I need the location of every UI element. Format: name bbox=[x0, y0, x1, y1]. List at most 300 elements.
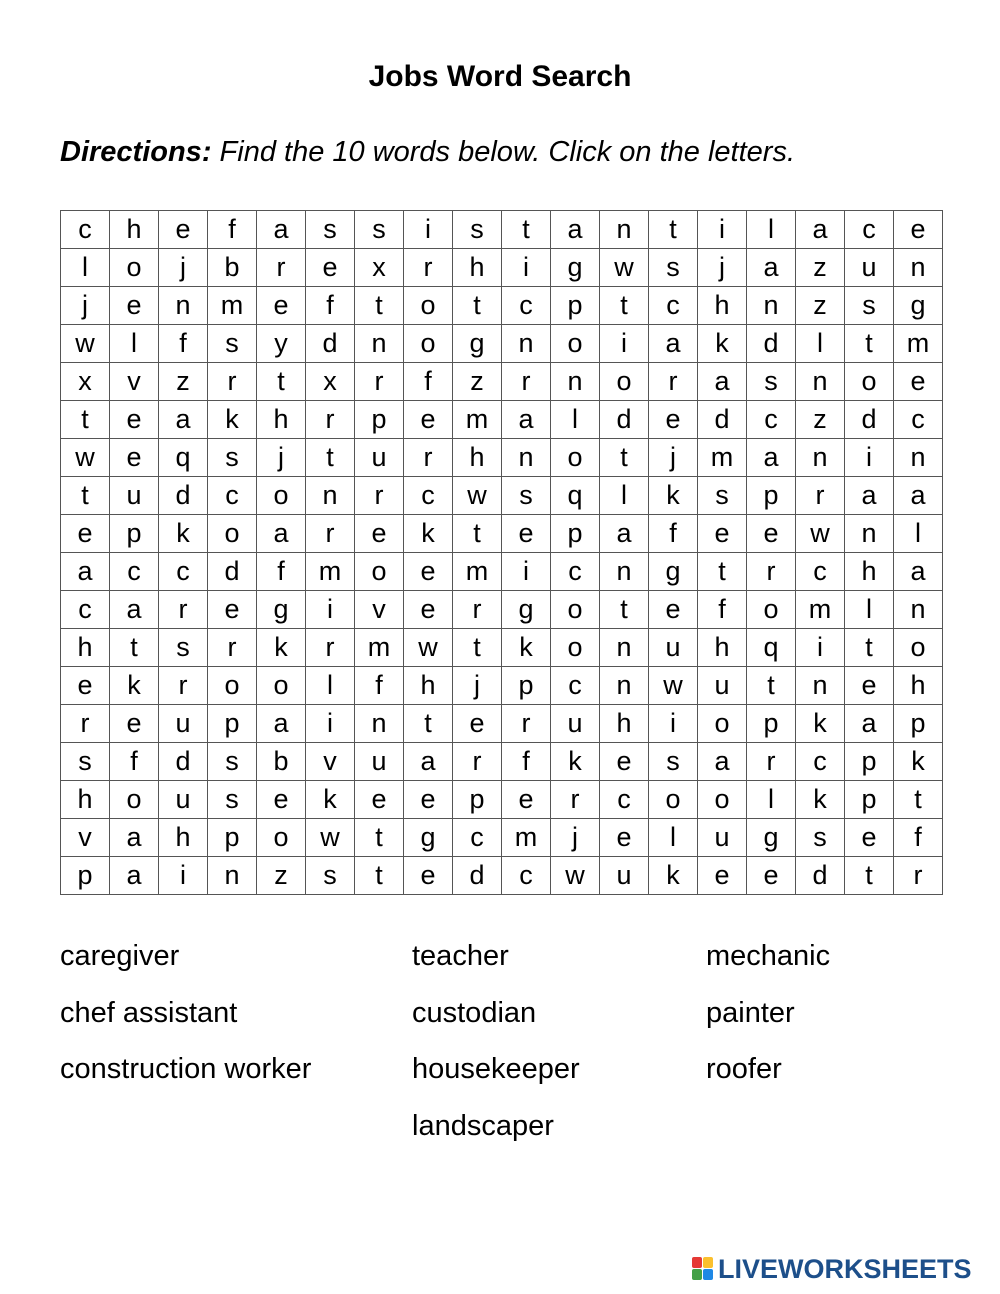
letter-cell[interactable]: u bbox=[159, 781, 208, 819]
letter-cell[interactable]: x bbox=[306, 363, 355, 401]
letter-cell[interactable]: k bbox=[894, 743, 943, 781]
letter-cell[interactable]: a bbox=[796, 211, 845, 249]
letter-cell[interactable]: z bbox=[159, 363, 208, 401]
letter-cell[interactable]: k bbox=[796, 705, 845, 743]
letter-cell[interactable]: s bbox=[796, 819, 845, 857]
letter-cell[interactable]: r bbox=[159, 667, 208, 705]
letter-cell[interactable]: t bbox=[845, 325, 894, 363]
letter-cell[interactable]: p bbox=[747, 705, 796, 743]
letter-cell[interactable]: e bbox=[747, 515, 796, 553]
letter-cell[interactable]: r bbox=[894, 857, 943, 895]
letter-cell[interactable]: v bbox=[355, 591, 404, 629]
letter-cell[interactable]: s bbox=[453, 211, 502, 249]
letter-cell[interactable]: j bbox=[551, 819, 600, 857]
letter-cell[interactable]: a bbox=[845, 477, 894, 515]
letter-cell[interactable]: r bbox=[796, 477, 845, 515]
letter-cell[interactable]: t bbox=[453, 629, 502, 667]
letter-cell[interactable]: p bbox=[845, 781, 894, 819]
letter-cell[interactable]: n bbox=[600, 667, 649, 705]
letter-cell[interactable]: f bbox=[159, 325, 208, 363]
letter-cell[interactable]: m bbox=[796, 591, 845, 629]
letter-cell[interactable]: r bbox=[306, 401, 355, 439]
letter-cell[interactable]: p bbox=[845, 743, 894, 781]
letter-cell[interactable]: g bbox=[747, 819, 796, 857]
letter-cell[interactable]: o bbox=[894, 629, 943, 667]
letter-cell[interactable]: e bbox=[355, 781, 404, 819]
letter-cell[interactable]: s bbox=[649, 743, 698, 781]
letter-cell[interactable]: r bbox=[551, 781, 600, 819]
letter-cell[interactable]: o bbox=[698, 781, 747, 819]
letter-cell[interactable]: s bbox=[208, 325, 257, 363]
letter-cell[interactable]: q bbox=[159, 439, 208, 477]
letter-cell[interactable]: n bbox=[600, 211, 649, 249]
letter-cell[interactable]: s bbox=[845, 287, 894, 325]
letter-cell[interactable]: n bbox=[747, 287, 796, 325]
letter-cell[interactable]: e bbox=[110, 705, 159, 743]
letter-cell[interactable]: h bbox=[894, 667, 943, 705]
letter-cell[interactable]: k bbox=[649, 477, 698, 515]
letter-cell[interactable]: z bbox=[796, 401, 845, 439]
letter-cell[interactable]: w bbox=[649, 667, 698, 705]
letter-cell[interactable]: t bbox=[110, 629, 159, 667]
letter-cell[interactable]: s bbox=[306, 857, 355, 895]
letter-cell[interactable]: s bbox=[747, 363, 796, 401]
letter-cell[interactable]: o bbox=[600, 363, 649, 401]
letter-cell[interactable]: i bbox=[796, 629, 845, 667]
letter-cell[interactable]: u bbox=[600, 857, 649, 895]
letter-cell[interactable]: k bbox=[208, 401, 257, 439]
letter-cell[interactable]: t bbox=[453, 515, 502, 553]
letter-cell[interactable]: h bbox=[61, 781, 110, 819]
letter-cell[interactable]: r bbox=[159, 591, 208, 629]
letter-cell[interactable]: p bbox=[208, 705, 257, 743]
letter-cell[interactable]: d bbox=[159, 743, 208, 781]
letter-cell[interactable]: e bbox=[404, 401, 453, 439]
letter-cell[interactable]: t bbox=[404, 705, 453, 743]
letter-cell[interactable]: c bbox=[502, 287, 551, 325]
letter-cell[interactable]: p bbox=[551, 515, 600, 553]
letter-cell[interactable]: c bbox=[551, 667, 600, 705]
letter-cell[interactable]: m bbox=[306, 553, 355, 591]
letter-cell[interactable]: o bbox=[649, 781, 698, 819]
letter-cell[interactable]: j bbox=[61, 287, 110, 325]
letter-cell[interactable]: w bbox=[61, 439, 110, 477]
letter-cell[interactable]: k bbox=[110, 667, 159, 705]
letter-cell[interactable]: l bbox=[845, 591, 894, 629]
letter-cell[interactable]: h bbox=[453, 249, 502, 287]
letter-cell[interactable]: t bbox=[257, 363, 306, 401]
letter-cell[interactable]: c bbox=[159, 553, 208, 591]
letter-cell[interactable]: a bbox=[845, 705, 894, 743]
letter-cell[interactable]: s bbox=[698, 477, 747, 515]
letter-cell[interactable]: i bbox=[404, 211, 453, 249]
letter-cell[interactable]: o bbox=[551, 439, 600, 477]
letter-cell[interactable]: c bbox=[796, 743, 845, 781]
letter-cell[interactable]: n bbox=[355, 705, 404, 743]
letter-cell[interactable]: o bbox=[551, 325, 600, 363]
letter-cell[interactable]: u bbox=[649, 629, 698, 667]
letter-cell[interactable]: r bbox=[306, 629, 355, 667]
letter-cell[interactable]: w bbox=[600, 249, 649, 287]
letter-cell[interactable]: f bbox=[649, 515, 698, 553]
letter-cell[interactable]: h bbox=[845, 553, 894, 591]
letter-cell[interactable]: z bbox=[796, 249, 845, 287]
letter-cell[interactable]: r bbox=[453, 743, 502, 781]
letter-cell[interactable]: l bbox=[747, 781, 796, 819]
letter-cell[interactable]: e bbox=[845, 667, 894, 705]
letter-cell[interactable]: m bbox=[502, 819, 551, 857]
letter-cell[interactable]: i bbox=[502, 553, 551, 591]
letter-cell[interactable]: n bbox=[845, 515, 894, 553]
letter-cell[interactable]: n bbox=[894, 591, 943, 629]
letter-cell[interactable]: r bbox=[649, 363, 698, 401]
letter-cell[interactable]: a bbox=[747, 249, 796, 287]
letter-cell[interactable]: e bbox=[61, 667, 110, 705]
letter-cell[interactable]: o bbox=[257, 667, 306, 705]
letter-cell[interactable]: u bbox=[159, 705, 208, 743]
letter-cell[interactable]: c bbox=[61, 591, 110, 629]
letter-cell[interactable]: a bbox=[698, 743, 747, 781]
letter-cell[interactable]: h bbox=[61, 629, 110, 667]
letter-cell[interactable]: n bbox=[600, 629, 649, 667]
letter-cell[interactable]: c bbox=[208, 477, 257, 515]
letter-cell[interactable]: l bbox=[747, 211, 796, 249]
letter-cell[interactable]: h bbox=[404, 667, 453, 705]
letter-cell[interactable]: c bbox=[404, 477, 453, 515]
letter-cell[interactable]: e bbox=[404, 781, 453, 819]
letter-cell[interactable]: n bbox=[796, 667, 845, 705]
letter-cell[interactable]: e bbox=[698, 857, 747, 895]
letter-cell[interactable]: e bbox=[257, 781, 306, 819]
letter-cell[interactable]: a bbox=[894, 553, 943, 591]
letter-cell[interactable]: a bbox=[257, 211, 306, 249]
letter-cell[interactable]: k bbox=[502, 629, 551, 667]
letter-cell[interactable]: g bbox=[894, 287, 943, 325]
letter-cell[interactable]: u bbox=[698, 819, 747, 857]
letter-cell[interactable]: o bbox=[257, 819, 306, 857]
letter-cell[interactable]: o bbox=[208, 515, 257, 553]
letter-cell[interactable]: t bbox=[894, 781, 943, 819]
letter-cell[interactable]: m bbox=[894, 325, 943, 363]
letter-cell[interactable]: o bbox=[355, 553, 404, 591]
letter-cell[interactable]: s bbox=[306, 211, 355, 249]
letter-cell[interactable]: n bbox=[894, 439, 943, 477]
letter-cell[interactable]: e bbox=[110, 439, 159, 477]
letter-cell[interactable]: o bbox=[698, 705, 747, 743]
letter-cell[interactable]: n bbox=[159, 287, 208, 325]
letter-cell[interactable]: r bbox=[61, 705, 110, 743]
letter-cell[interactable]: u bbox=[551, 705, 600, 743]
letter-cell[interactable]: o bbox=[551, 629, 600, 667]
letter-cell[interactable]: h bbox=[257, 401, 306, 439]
letter-cell[interactable]: d bbox=[600, 401, 649, 439]
letter-cell[interactable]: t bbox=[698, 553, 747, 591]
letter-cell[interactable]: f bbox=[355, 667, 404, 705]
letter-cell[interactable]: e bbox=[159, 211, 208, 249]
letter-cell[interactable]: n bbox=[796, 439, 845, 477]
letter-cell[interactable]: l bbox=[649, 819, 698, 857]
letter-cell[interactable]: z bbox=[257, 857, 306, 895]
letter-cell[interactable]: n bbox=[355, 325, 404, 363]
letter-cell[interactable]: f bbox=[208, 211, 257, 249]
letter-cell[interactable]: c bbox=[845, 211, 894, 249]
letter-cell[interactable]: e bbox=[502, 781, 551, 819]
letter-cell[interactable]: a bbox=[747, 439, 796, 477]
letter-cell[interactable]: p bbox=[551, 287, 600, 325]
letter-cell[interactable]: a bbox=[600, 515, 649, 553]
letter-cell[interactable]: r bbox=[404, 439, 453, 477]
letter-cell[interactable]: x bbox=[61, 363, 110, 401]
letter-cell[interactable]: r bbox=[355, 363, 404, 401]
letter-cell[interactable]: d bbox=[698, 401, 747, 439]
letter-cell[interactable]: t bbox=[845, 629, 894, 667]
letter-cell[interactable]: c bbox=[61, 211, 110, 249]
letter-cell[interactable]: i bbox=[698, 211, 747, 249]
letter-cell[interactable]: r bbox=[355, 477, 404, 515]
letter-cell[interactable]: s bbox=[159, 629, 208, 667]
letter-cell[interactable]: t bbox=[600, 591, 649, 629]
letter-cell[interactable]: o bbox=[845, 363, 894, 401]
letter-cell[interactable]: d bbox=[796, 857, 845, 895]
letter-cell[interactable]: l bbox=[796, 325, 845, 363]
letter-cell[interactable]: f bbox=[894, 819, 943, 857]
letter-cell[interactable]: k bbox=[551, 743, 600, 781]
letter-cell[interactable]: r bbox=[208, 629, 257, 667]
letter-cell[interactable]: e bbox=[404, 553, 453, 591]
letter-cell[interactable]: q bbox=[747, 629, 796, 667]
letter-cell[interactable]: g bbox=[502, 591, 551, 629]
letter-cell[interactable]: i bbox=[649, 705, 698, 743]
letter-cell[interactable]: d bbox=[208, 553, 257, 591]
letter-cell[interactable]: s bbox=[502, 477, 551, 515]
letter-cell[interactable]: s bbox=[208, 781, 257, 819]
letter-cell[interactable]: a bbox=[159, 401, 208, 439]
letter-cell[interactable]: i bbox=[845, 439, 894, 477]
letter-cell[interactable]: k bbox=[698, 325, 747, 363]
letter-cell[interactable]: t bbox=[747, 667, 796, 705]
letter-cell[interactable]: p bbox=[61, 857, 110, 895]
letter-cell[interactable]: a bbox=[257, 515, 306, 553]
letter-cell[interactable]: t bbox=[600, 439, 649, 477]
letter-cell[interactable]: m bbox=[208, 287, 257, 325]
letter-cell[interactable]: e bbox=[845, 819, 894, 857]
letter-cell[interactable]: e bbox=[306, 249, 355, 287]
letter-cell[interactable]: f bbox=[306, 287, 355, 325]
letter-cell[interactable]: a bbox=[404, 743, 453, 781]
letter-cell[interactable]: w bbox=[796, 515, 845, 553]
letter-cell[interactable]: e bbox=[600, 743, 649, 781]
letter-cell[interactable]: b bbox=[208, 249, 257, 287]
letter-cell[interactable]: i bbox=[306, 705, 355, 743]
letter-cell[interactable]: c bbox=[551, 553, 600, 591]
letter-cell[interactable]: o bbox=[208, 667, 257, 705]
letter-cell[interactable]: p bbox=[747, 477, 796, 515]
letter-cell[interactable]: c bbox=[796, 553, 845, 591]
letter-cell[interactable]: e bbox=[894, 211, 943, 249]
letter-cell[interactable]: v bbox=[61, 819, 110, 857]
letter-cell[interactable]: r bbox=[453, 591, 502, 629]
letter-cell[interactable]: e bbox=[502, 515, 551, 553]
letter-cell[interactable]: d bbox=[306, 325, 355, 363]
letter-cell[interactable]: a bbox=[110, 857, 159, 895]
letter-cell[interactable]: g bbox=[257, 591, 306, 629]
letter-cell[interactable]: h bbox=[159, 819, 208, 857]
letter-cell[interactable]: e bbox=[404, 591, 453, 629]
letter-cell[interactable]: h bbox=[698, 629, 747, 667]
letter-cell[interactable]: c bbox=[453, 819, 502, 857]
letter-cell[interactable]: e bbox=[257, 287, 306, 325]
letter-cell[interactable]: o bbox=[110, 781, 159, 819]
letter-cell[interactable]: t bbox=[61, 477, 110, 515]
letter-cell[interactable]: t bbox=[845, 857, 894, 895]
letter-cell[interactable]: t bbox=[355, 819, 404, 857]
letter-cell[interactable]: l bbox=[306, 667, 355, 705]
letter-cell[interactable]: o bbox=[257, 477, 306, 515]
letter-cell[interactable]: z bbox=[796, 287, 845, 325]
letter-cell[interactable]: r bbox=[502, 705, 551, 743]
letter-cell[interactable]: l bbox=[61, 249, 110, 287]
letter-cell[interactable]: d bbox=[845, 401, 894, 439]
letter-cell[interactable]: t bbox=[355, 287, 404, 325]
letter-cell[interactable]: e bbox=[355, 515, 404, 553]
letter-cell[interactable]: n bbox=[208, 857, 257, 895]
letter-cell[interactable]: j bbox=[649, 439, 698, 477]
letter-cell[interactable]: s bbox=[61, 743, 110, 781]
letter-cell[interactable]: w bbox=[404, 629, 453, 667]
letter-cell[interactable]: n bbox=[600, 553, 649, 591]
letter-cell[interactable]: j bbox=[698, 249, 747, 287]
letter-cell[interactable]: e bbox=[747, 857, 796, 895]
letter-cell[interactable]: z bbox=[453, 363, 502, 401]
letter-cell[interactable]: k bbox=[257, 629, 306, 667]
letter-cell[interactable]: t bbox=[355, 857, 404, 895]
letter-cell[interactable]: i bbox=[159, 857, 208, 895]
letter-cell[interactable]: r bbox=[257, 249, 306, 287]
letter-cell[interactable]: j bbox=[257, 439, 306, 477]
letter-cell[interactable]: g bbox=[649, 553, 698, 591]
letter-cell[interactable]: l bbox=[110, 325, 159, 363]
letter-cell[interactable]: n bbox=[502, 325, 551, 363]
letter-cell[interactable]: v bbox=[110, 363, 159, 401]
letter-cell[interactable]: o bbox=[404, 287, 453, 325]
letter-cell[interactable]: l bbox=[600, 477, 649, 515]
letter-cell[interactable]: a bbox=[110, 591, 159, 629]
letter-cell[interactable]: e bbox=[600, 819, 649, 857]
letter-cell[interactable]: y bbox=[257, 325, 306, 363]
letter-cell[interactable]: v bbox=[306, 743, 355, 781]
letter-cell[interactable]: s bbox=[355, 211, 404, 249]
letter-cell[interactable]: a bbox=[894, 477, 943, 515]
letter-cell[interactable]: d bbox=[159, 477, 208, 515]
letter-cell[interactable]: o bbox=[404, 325, 453, 363]
letter-cell[interactable]: q bbox=[551, 477, 600, 515]
letter-cell[interactable]: p bbox=[502, 667, 551, 705]
letter-cell[interactable]: w bbox=[306, 819, 355, 857]
letter-cell[interactable]: c bbox=[110, 553, 159, 591]
letter-cell[interactable]: s bbox=[208, 439, 257, 477]
letter-cell[interactable]: p bbox=[110, 515, 159, 553]
letter-cell[interactable]: h bbox=[453, 439, 502, 477]
letter-cell[interactable]: h bbox=[600, 705, 649, 743]
letter-cell[interactable]: t bbox=[600, 287, 649, 325]
letter-cell[interactable]: k bbox=[649, 857, 698, 895]
letter-cell[interactable]: e bbox=[649, 401, 698, 439]
letter-cell[interactable]: c bbox=[894, 401, 943, 439]
letter-cell[interactable]: c bbox=[502, 857, 551, 895]
letter-cell[interactable]: j bbox=[453, 667, 502, 705]
letter-cell[interactable]: k bbox=[159, 515, 208, 553]
letter-cell[interactable]: f bbox=[502, 743, 551, 781]
letter-cell[interactable]: p bbox=[453, 781, 502, 819]
letter-cell[interactable]: i bbox=[306, 591, 355, 629]
letter-cell[interactable]: r bbox=[747, 743, 796, 781]
letter-cell[interactable]: g bbox=[453, 325, 502, 363]
letter-cell[interactable]: i bbox=[600, 325, 649, 363]
letter-cell[interactable]: f bbox=[257, 553, 306, 591]
letter-cell[interactable]: a bbox=[649, 325, 698, 363]
letter-cell[interactable]: w bbox=[61, 325, 110, 363]
letter-cell[interactable]: e bbox=[61, 515, 110, 553]
letter-cell[interactable]: e bbox=[208, 591, 257, 629]
letter-cell[interactable]: a bbox=[110, 819, 159, 857]
letter-cell[interactable]: w bbox=[453, 477, 502, 515]
letter-cell[interactable]: e bbox=[110, 401, 159, 439]
letter-cell[interactable]: k bbox=[404, 515, 453, 553]
letter-cell[interactable]: x bbox=[355, 249, 404, 287]
letter-cell[interactable]: c bbox=[747, 401, 796, 439]
letter-cell[interactable]: s bbox=[649, 249, 698, 287]
letter-cell[interactable]: j bbox=[159, 249, 208, 287]
letter-cell[interactable]: r bbox=[404, 249, 453, 287]
letter-cell[interactable]: k bbox=[306, 781, 355, 819]
letter-cell[interactable]: g bbox=[404, 819, 453, 857]
letter-cell[interactable]: m bbox=[698, 439, 747, 477]
letter-cell[interactable]: k bbox=[796, 781, 845, 819]
letter-cell[interactable]: e bbox=[453, 705, 502, 743]
letter-cell[interactable]: c bbox=[600, 781, 649, 819]
letter-cell[interactable]: a bbox=[551, 211, 600, 249]
letter-cell[interactable]: h bbox=[698, 287, 747, 325]
letter-cell[interactable]: r bbox=[747, 553, 796, 591]
letter-cell[interactable]: o bbox=[110, 249, 159, 287]
letter-cell[interactable]: n bbox=[306, 477, 355, 515]
letter-cell[interactable]: b bbox=[257, 743, 306, 781]
letter-cell[interactable]: c bbox=[649, 287, 698, 325]
letter-cell[interactable]: a bbox=[257, 705, 306, 743]
letter-cell[interactable]: e bbox=[649, 591, 698, 629]
letter-cell[interactable]: e bbox=[894, 363, 943, 401]
letter-cell[interactable]: f bbox=[404, 363, 453, 401]
letter-cell[interactable]: d bbox=[453, 857, 502, 895]
letter-cell[interactable]: w bbox=[551, 857, 600, 895]
letter-cell[interactable]: e bbox=[698, 515, 747, 553]
letter-cell[interactable]: u bbox=[110, 477, 159, 515]
letter-cell[interactable]: e bbox=[404, 857, 453, 895]
letter-cell[interactable]: t bbox=[502, 211, 551, 249]
letter-cell[interactable]: e bbox=[110, 287, 159, 325]
letter-cell[interactable]: r bbox=[502, 363, 551, 401]
letter-cell[interactable]: i bbox=[502, 249, 551, 287]
letter-cell[interactable]: n bbox=[796, 363, 845, 401]
letter-cell[interactable]: l bbox=[551, 401, 600, 439]
letter-cell[interactable]: s bbox=[208, 743, 257, 781]
letter-cell[interactable]: h bbox=[110, 211, 159, 249]
letter-cell[interactable]: p bbox=[894, 705, 943, 743]
letter-cell[interactable]: t bbox=[61, 401, 110, 439]
letter-cell[interactable]: m bbox=[453, 553, 502, 591]
letter-cell[interactable]: t bbox=[453, 287, 502, 325]
letter-cell[interactable]: u bbox=[355, 743, 404, 781]
